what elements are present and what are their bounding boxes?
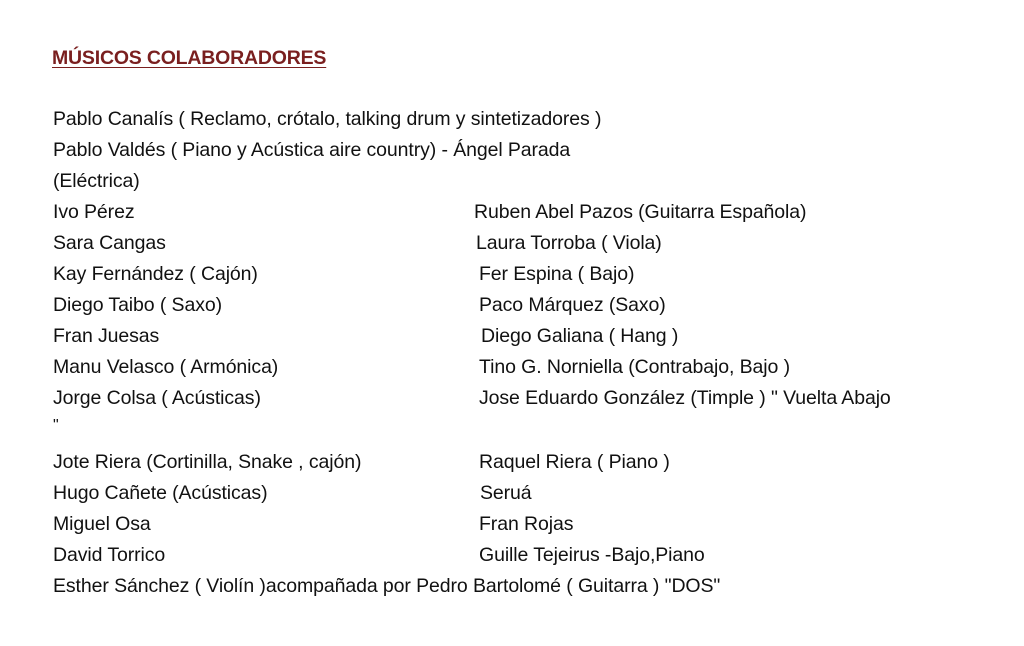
musician-right: Fran Rojas: [479, 513, 574, 535]
musician-right: Seruá: [480, 482, 532, 504]
musician-right: Raquel Riera ( Piano ): [479, 451, 670, 473]
musician-right: Jose Eduardo González (Timple ) " Vuelta Abajo: [479, 387, 891, 409]
musician-left: Manu Velasco ( Armónica): [53, 356, 279, 378]
musician-right: Laura Torroba ( Viola): [476, 232, 662, 254]
musician-left: Fran Juesas: [53, 325, 160, 347]
text-line: (Eléctrica): [53, 170, 140, 192]
musician-left: Diego Taibo ( Saxo): [53, 294, 223, 316]
musician-left: Hugo Cañete (Acústicas): [53, 482, 268, 504]
musician-right: Guille Tejeirus -Bajo,Piano: [479, 544, 705, 566]
musician-left: Sara Cangas: [53, 232, 166, 254]
musician-left: Kay Fernández ( Cajón): [53, 263, 258, 285]
musician-left: Jorge Colsa ( Acústicas): [53, 387, 261, 409]
page-title: MÚSICOS COLABORADORES: [52, 47, 327, 69]
text-line: Pablo Canalís ( Reclamo, crótalo, talking drum y sintetizadores ): [53, 108, 602, 130]
musician-right: Paco Márquez (Saxo): [479, 294, 666, 316]
musician-right: Fer Espina ( Bajo): [479, 263, 635, 285]
musician-right: Tino G. Norniella (Contrabajo, Bajo ): [479, 356, 790, 378]
musician-left: Ivo Pérez: [53, 201, 135, 223]
wrapped-quote: ": [53, 417, 59, 434]
musician-right: Ruben Abel Pazos (Guitarra Española): [474, 201, 807, 223]
musician-left: Jote Riera (Cortinilla, Snake , cajón): [53, 451, 362, 473]
text-line: Pablo Valdés ( Piano y Acústica aire country) - Ángel Parada: [53, 139, 571, 161]
musician-left: Miguel Osa: [53, 513, 151, 535]
text-line: Esther Sánchez ( Violín )acompañada por Pedro Bartolomé ( Guitarra ) "DOS": [53, 575, 721, 597]
musician-right: Diego Galiana ( Hang ): [481, 325, 679, 347]
musician-left: David Torrico: [53, 544, 166, 566]
